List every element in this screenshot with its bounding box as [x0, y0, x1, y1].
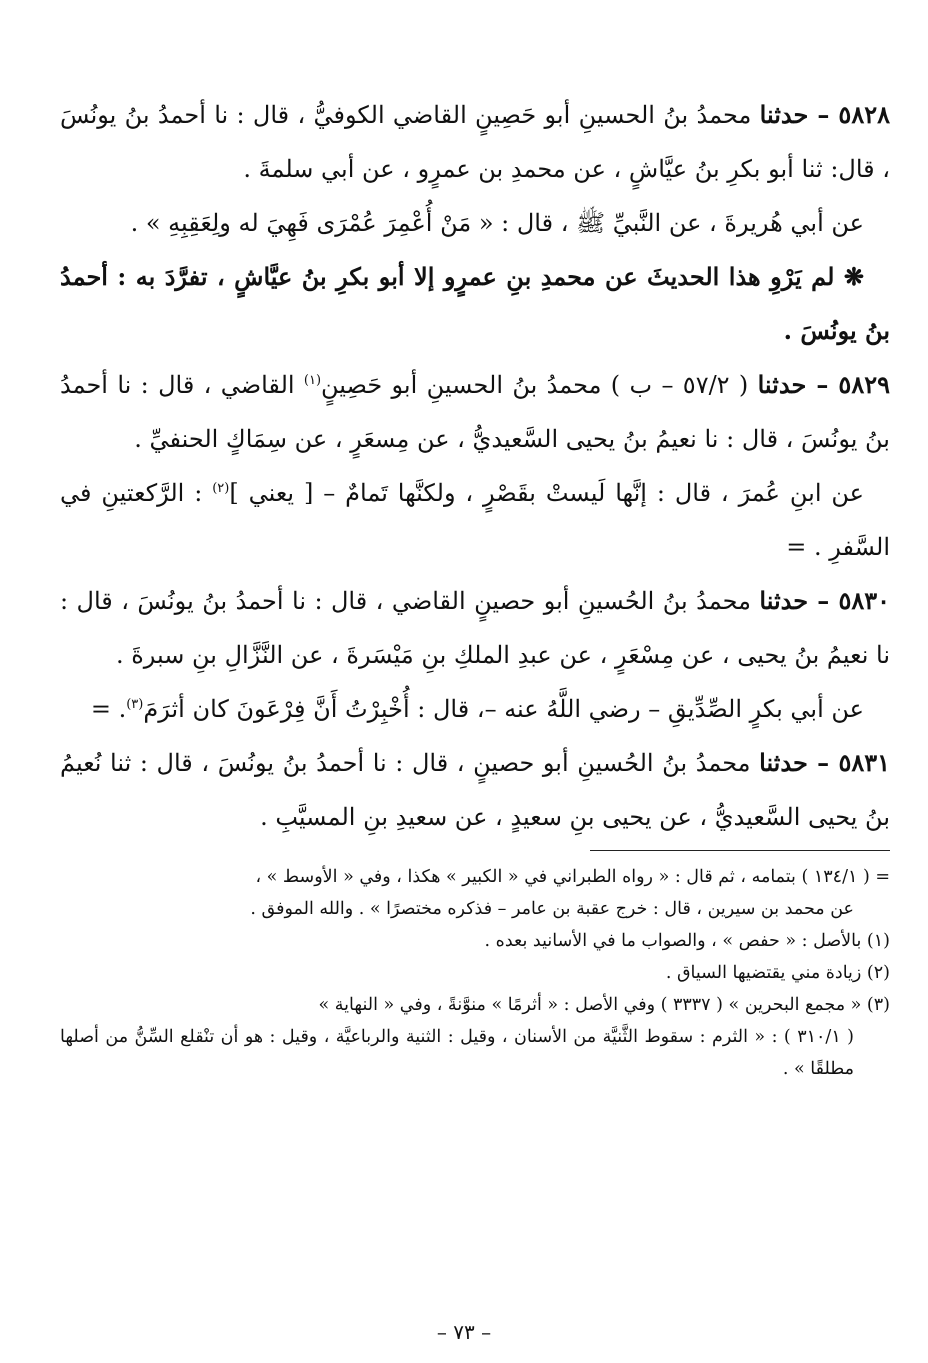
hadith-5828-matn: عن أبي هُريرةَ ، عن النَّبيِّ ﷺ ، قال : « مَنْ أُعْمِرَ عُمْرَى فَهِيَ له ولِعَقِبِهِ » .	[130, 209, 864, 237]
hadith-number: ٥٨٢٨	[838, 100, 890, 129]
hadith-5830-isnad	[60, 574, 890, 682]
haddathana: حدثنا	[759, 586, 809, 615]
footnote-2: (٢) زيادة مني يقتضيها السياق .	[665, 963, 890, 983]
haddathana: حدثنا	[757, 370, 807, 399]
dash: –	[806, 370, 839, 399]
isnad-text: محمدُ بنُ الحسينِ أبو حَصِينٍ القاضي الكوفيُّ ، قال : نا أحمدُ بنُ يونُسَ ، قال: ثنا أبو بكرِ بنُ عيَّاشٍ ، عن محمدِ بن عمرٍو ، عن أبي سلمةَ .	[60, 101, 890, 183]
isnad-text: محمدُ بنُ الحسينِ أبو حَصِينٍ	[321, 371, 602, 399]
hadith-5828-comment: ❋ لم يَرْوِ هذا الحديثَ عن محمدِ بنِ عمرٍو إلا أبو بكرِ بنُ عيَّاشٍ ، تفرَّدَ به : أحمدُ بنُ يونُسَ .	[60, 262, 890, 345]
isnad-text: القاضي ، قال : نا أحمدُ بنُ يونُسَ ، قال : نا نعيمُ بنُ يحيى السَّعيديُّ ، عن مِسعَرٍ ، عن سِمَاكٍ الحنفيِّ .	[60, 371, 890, 453]
footnote-continuation-line-2: عن محمد بن سيرين ، قال : خرج عقبة بن عامر – فذكره مختصرًا » . والله الموفق .	[250, 899, 854, 919]
matn-text: : الرَّكعتينِ في السَّفرِ . =	[60, 479, 890, 561]
matn-text: عن أبي بكرٍ الصِّدِّيقِ – رضي اللَّهُ عنه –، قال : أُخْبِرْتُ أَنَّ فِرْعَونَ كان أثرَمَ	[143, 695, 864, 723]
footnote-1: (١) بالأصل : « حفص » ، والصواب ما في الأسانيد بعده .	[484, 931, 890, 951]
matn-text: . =	[90, 695, 127, 723]
isnad-text: محمدُ بنُ الحُسينِ أبو حصينٍ القاضي ، قال : نا أحمدُ بنُ يونُسَ ، قال : نا نعيمُ بنُ يحيى ، عن مِسْعَرٍ ، عن عبدِ الملكِ بنِ مَيْسَرةَ ، عن النَّزَّالِ بنِ سبرةَ .	[60, 587, 890, 669]
hadith-number: ٥٨٣٠	[838, 586, 890, 615]
footnotes	[60, 861, 890, 1085]
footnote-ref-1[interactable]: (١)	[303, 373, 322, 388]
haddathana: حدثنا	[759, 748, 808, 777]
dash: –	[807, 748, 839, 777]
footnote-divider	[590, 850, 890, 851]
hadith-5829-isnad	[60, 358, 890, 466]
footnote-continuation: = ( ١٣٤/١ ) بتمامه ، ثم قال : « رواه الطبراني في « الكبير » هكذا ، وفي « الأوسط » ،	[255, 867, 890, 887]
hadith-number: ٥٨٢٩	[838, 370, 890, 399]
page-body	[60, 88, 890, 1085]
isnad-text: محمدُ بنُ الحُسينِ أبو حصينٍ ، قال : نا أحمدُ بنُ يونُسَ ، قال : ثنا نُعيمُ بنُ يحيى السَّعيديُّ ، عن يحيى بنِ سعيدٍ ، عن سعيدِ بنِ المسيَّبِ .	[60, 749, 890, 831]
footnote-3: (٣) « مجمع البحرين » ( ٣٣٣٧ ) وفي الأصل : « أثرمًا » منوَّنةً ، وفي « النهاية »	[318, 995, 890, 1015]
page-number: – ٧٣ –	[436, 1320, 492, 1344]
matn-text: عن ابنِ عُمرَ ، قال : إنَّها لَيستْ بقَصْرٍ ، ولكنَّها تَمامٌ – [ يعني ]	[229, 479, 864, 507]
manuscript-marker: ( ٥٧/٢ – ب )	[601, 371, 758, 399]
footnote-ref-2[interactable]: (٢)	[212, 481, 230, 496]
haddathana: حدثنا	[759, 100, 809, 129]
hadith-5828-isnad	[60, 88, 890, 196]
dash: –	[808, 100, 839, 129]
footnote-3-continuation: ( ٣١٠/١ ) : « الثرم : سقوط الثَّنيَّة من الأسنان ، وقيل : الثنية والرباعيَّة ، وقيل : هو أن تنْقلع السِّنُّ من أصلها مطلقًا » .	[60, 1027, 855, 1079]
footnote-ref-3[interactable]: (٣)	[126, 697, 144, 712]
hadith-5831-isnad	[60, 736, 890, 844]
main-text	[60, 88, 890, 844]
dash: –	[808, 586, 839, 615]
hadith-5830-matn	[60, 682, 890, 736]
hadith-number: ٥٨٣١	[838, 748, 890, 777]
hadith-5829-matn	[60, 466, 890, 574]
